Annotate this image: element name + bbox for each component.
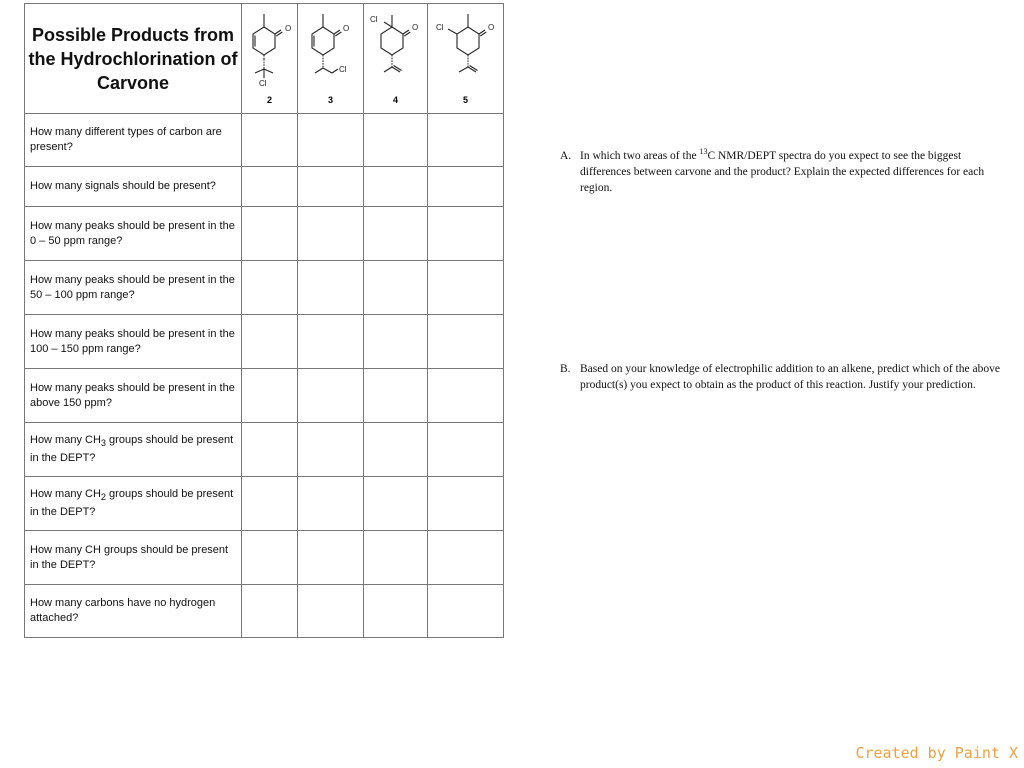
question-b-text: Based on your knowledge of electrophilic addition to an alkene, predict which of the above product(s) you expect to obtain as the product of this reaction. Justify your prediction. xyxy=(580,363,1000,391)
answer-cell[interactable] xyxy=(298,531,364,585)
question-text: groups should be present in the DEPT? xyxy=(30,487,234,519)
question-subscript: 3 xyxy=(100,438,106,449)
table-row xyxy=(25,585,504,638)
table-row xyxy=(25,207,504,261)
structure-4 xyxy=(364,4,428,114)
answer-cell[interactable] xyxy=(428,315,504,369)
answer-cell[interactable] xyxy=(298,261,364,315)
answer-cell[interactable] xyxy=(364,167,428,207)
question-text: How many CH groups should be present in the DEPT? xyxy=(30,543,229,571)
question-cell xyxy=(25,261,242,315)
table-row xyxy=(25,369,504,423)
structure-2-number: 2 xyxy=(266,95,272,105)
answer-cell[interactable] xyxy=(298,114,364,167)
watermark: Created by Paint X xyxy=(855,744,1018,762)
question-cell xyxy=(25,423,242,477)
answer-cell[interactable] xyxy=(428,369,504,423)
table-row xyxy=(25,114,504,167)
structure-5-oxygen-label: O xyxy=(488,23,495,32)
answer-cell[interactable] xyxy=(364,369,428,423)
answer-cell[interactable] xyxy=(298,167,364,207)
table-row xyxy=(25,477,504,531)
structure-4-chlorine-label: Cl xyxy=(370,15,378,24)
question-text: groups should be present in the DEPT? xyxy=(30,433,234,465)
answer-cell[interactable] xyxy=(364,315,428,369)
structure-2-oxygen-label: O xyxy=(285,24,292,33)
table-row xyxy=(25,423,504,477)
answer-cell[interactable] xyxy=(364,261,428,315)
structure-2-chlorine-label: Cl xyxy=(259,79,267,88)
answer-cell[interactable] xyxy=(298,423,364,477)
question-a-superscript: 13 xyxy=(699,147,708,157)
structure-3-chlorine-label: Cl xyxy=(339,65,347,74)
answer-cell[interactable] xyxy=(242,207,298,261)
answer-cell[interactable] xyxy=(428,477,504,531)
answer-cell[interactable] xyxy=(428,423,504,477)
structure-5 xyxy=(428,4,504,114)
question-b-letter: B. xyxy=(560,363,571,375)
question-cell xyxy=(25,369,242,423)
structure-2 xyxy=(242,4,298,114)
table-row xyxy=(25,261,504,315)
structure-4-oxygen-label: O xyxy=(412,23,419,32)
question-cell xyxy=(25,207,242,261)
header-row xyxy=(25,4,504,114)
question-text: How many carbons have no hydrogen attached? xyxy=(30,597,216,624)
answer-cell[interactable] xyxy=(242,261,298,315)
question-a-text-end: C NMR/DEPT spectra do you expect to see the biggest differences between carvone and the product? Explain the expected differences for each region. xyxy=(580,150,985,194)
answer-cell[interactable] xyxy=(364,423,428,477)
structure-3-number: 3 xyxy=(327,95,333,105)
answer-cell[interactable] xyxy=(298,477,364,531)
structure-5-chlorine-label: Cl xyxy=(436,23,444,32)
answer-cell[interactable] xyxy=(428,114,504,167)
answer-cell[interactable] xyxy=(298,369,364,423)
question-cell xyxy=(25,315,242,369)
answer-cell[interactable] xyxy=(242,423,298,477)
question-text: How many different types of carbon are present? xyxy=(30,126,222,153)
question-text: How many peaks should be present in the 0 – 50 ppm range? xyxy=(30,219,235,247)
structure-3-oxygen-label: O xyxy=(343,24,350,33)
question-a-text xyxy=(580,148,1010,196)
question-text: How many peaks should be present in the above 150 ppm? xyxy=(30,381,235,409)
structure-4-number: 4 xyxy=(392,95,398,105)
table-row xyxy=(25,315,504,369)
answer-cell[interactable] xyxy=(298,207,364,261)
answer-cell[interactable] xyxy=(242,477,298,531)
question-cell xyxy=(25,167,242,207)
answer-cell[interactable] xyxy=(298,315,364,369)
question-text: How many peaks should be present in the 50 – 100 ppm range? xyxy=(30,273,235,301)
table-title: Possible Products from the Hydrochlorination of Carvone xyxy=(25,4,242,114)
answer-cell[interactable] xyxy=(242,585,298,638)
question-text: How many peaks should be present in the 100 – 150 ppm range? xyxy=(30,327,235,355)
answer-cell[interactable] xyxy=(242,315,298,369)
answer-cell[interactable] xyxy=(364,207,428,261)
answer-cell[interactable] xyxy=(428,207,504,261)
structure-5-number: 5 xyxy=(462,95,468,105)
question-cell xyxy=(25,531,242,585)
structure-3 xyxy=(298,4,364,114)
question-b xyxy=(560,361,1010,393)
answer-cell[interactable] xyxy=(242,114,298,167)
question-text: How many CH xyxy=(30,433,101,446)
answer-cell[interactable] xyxy=(364,531,428,585)
answer-cell[interactable] xyxy=(298,585,364,638)
answer-cell[interactable] xyxy=(428,167,504,207)
question-cell xyxy=(25,114,242,167)
answer-cell[interactable] xyxy=(428,585,504,638)
worksheet-table xyxy=(24,3,504,638)
answer-cell[interactable] xyxy=(364,114,428,167)
answer-cell[interactable] xyxy=(242,167,298,207)
question-cell xyxy=(25,477,242,531)
question-subscript: 2 xyxy=(100,492,106,503)
answer-cell[interactable] xyxy=(428,261,504,315)
question-a-text-start: In which two areas of the xyxy=(580,150,700,162)
question-cell xyxy=(25,585,242,638)
answer-cell[interactable] xyxy=(242,531,298,585)
answer-cell[interactable] xyxy=(428,531,504,585)
question-text: How many CH xyxy=(30,487,101,500)
question-a-letter: A. xyxy=(560,150,572,162)
question-a xyxy=(560,148,1010,196)
table-row xyxy=(25,531,504,585)
answer-cell[interactable] xyxy=(364,477,428,531)
answer-cell[interactable] xyxy=(364,585,428,638)
table-row xyxy=(25,167,504,207)
question-text: How many signals should be present? xyxy=(30,180,216,192)
answer-cell[interactable] xyxy=(242,369,298,423)
